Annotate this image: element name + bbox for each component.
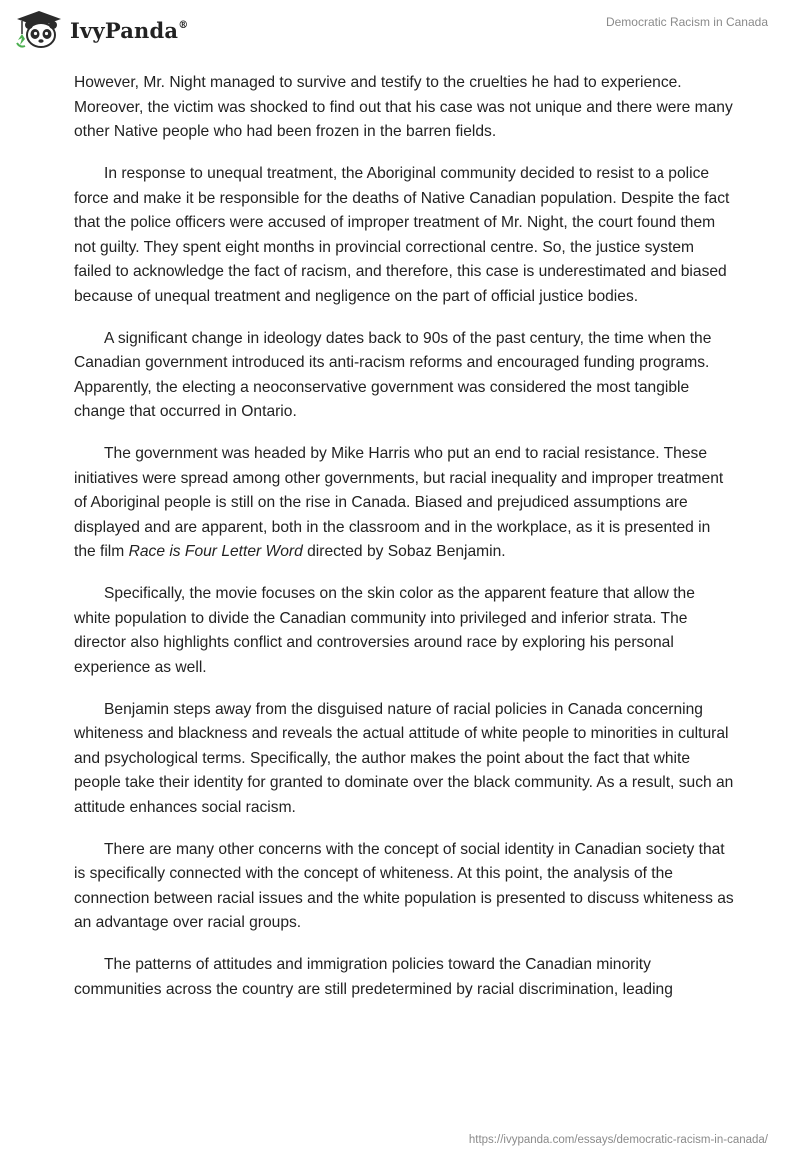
paragraph: Benjamin steps away from the disguised nature of racial policies in Canada concerning whiteness and blackness and reveals the actual attitude of white people to minorities in cultural and psychological terms. Specifically, the author makes the point about the fact that white people take their identity for granted to dominate over the black community. As a result, such an attitude enhances social racism.: [74, 700, 734, 816]
essay-body: [74, 71, 734, 1020]
paragraph: In response to unequal treatment, the Aboriginal community decided to resist to a police force and make it be responsible for the deaths of Native Canadian population. Despite the fact that the police officers were accused of improper treatment of Mr. Night, the court found them not guilty. They spent eight months in provincial correctional centre. So, the justice system failed to acknowledge the fact of racism, and therefore, this case is underestimated and biased because of unequal treatment and negligence on the part of official justice bodies.: [74, 165, 730, 305]
paragraph: The patterns of attitudes and immigration policies toward the Canadian minority communities across the country are still predetermined by racial discrimination, leading: [74, 956, 673, 998]
panda-graduate-icon: [14, 10, 64, 50]
paragraph: The government was headed by Mike Harris who put an end to racial resistance. These initiatives were spread among other governments, but racial inequality and improper treatment of Aboriginal people is still on the rise in Canada. Biased and prejudiced assumptions are displayed and are apparent, both in the classroom and in the workplace, as it is presented in the film Race is Four Letter Word directed by Sobaz Benjamin.: [74, 445, 724, 560]
source-url[interactable]: https://ivypanda.com/essays/democratic-racism-in-canada/: [468, 1134, 768, 1146]
document-title: Democratic Racism in Canada: [605, 15, 768, 29]
film-title: Race is Four Letter Word: [128, 543, 303, 560]
brand-logo[interactable]: [14, 10, 188, 50]
brand-name: IvyPanda®: [70, 17, 189, 43]
paragraph: There are many other concerns with the concept of social identity in Canadian society that is specifically connected with the concept of whiteness. At this point, the analysis of the connection between racial issues and the white population is presented to discuss whiteness as an advantage over racial groups.: [74, 840, 734, 931]
paragraph: Specifically, the movie focuses on the skin color as the apparent feature that allow the white population to divide the Canadian community into privileged and inferior strata. The director also highlights conflict and controversies around race by exploring his personal experience as well.: [74, 585, 695, 676]
paragraph: However, Mr. Night managed to survive and testify to the cruelties he had to experience. Moreover, the victim was shocked to find out that his case was not unique and there were many other Native people who had been frozen in the barren fields.: [74, 74, 733, 140]
paragraph: A significant change in ideology dates back to 90s of the past century, the time when the Canadian government introduced its anti-racism reforms and encouraged funding programs. Apparently, the electing a neoconservative government was considered the most tangible change that occurred in Ontario.: [74, 329, 712, 420]
page-header: [0, 0, 800, 60]
